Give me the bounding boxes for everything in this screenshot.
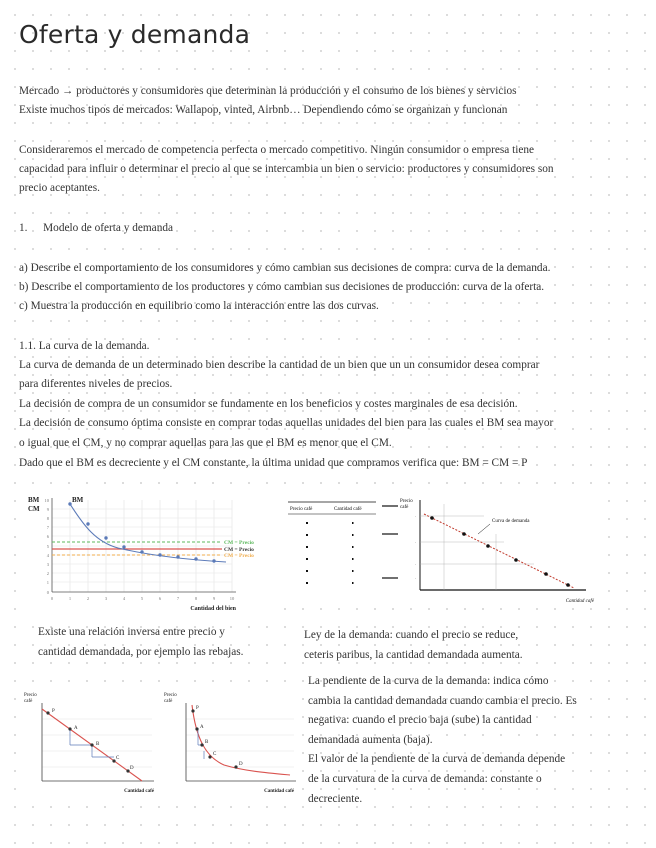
chart2-curve-label: Curva de demanda (492, 519, 530, 524)
svg-text:2: 2 (46, 571, 49, 576)
step-b: b) Describe el comportamiento de los productores y cómo cambian sus decisiones de producción: curva de la oferta. (19, 281, 545, 293)
chart4-x-label: Cantidad café (264, 789, 294, 794)
step-c: c) Muestra la producción en equilibrio como la interacción entre las dos curvas. (19, 300, 379, 312)
linear-demand-chart (22, 689, 160, 795)
pendiente-line-3: negativa: cuando el precio baja (sube) la cantidad (308, 714, 532, 727)
caption-right-line-1: Ley de la demanda: cuando el precio se reduce, (304, 629, 519, 641)
caption-left-line-2: cantidad demandada, por ejemplo las rebajas. (38, 645, 244, 658)
pendiente-line-2: cambia la cantidad demandada cuando cambia el precio. Es (308, 694, 577, 707)
svg-text:8: 8 (194, 596, 198, 601)
svg-text:4: 4 (46, 553, 49, 558)
section-1-title: Modelo de oferta y demanda (43, 222, 174, 234)
section-1-1-heading: 1.1. La curva de la demanda. (19, 340, 150, 352)
chart1-y-label-1: BM (28, 496, 40, 504)
chart3-point-d: D (130, 766, 134, 771)
svg-text:·: · (414, 562, 416, 567)
chart4-point-a: A (200, 725, 204, 730)
svg-text:9: 9 (212, 596, 216, 601)
demand-table-chart (284, 494, 598, 608)
section-1-1-line-4: La decisión de consumo óptima consiste en comprar todas aquellas unidades del bien para las cuales el BM sea mayor (19, 417, 554, 429)
chart2-x-label: Cantidad café (565, 599, 594, 604)
competencia-line-1: Consideraremos el mercado de competencia perfecta o mercado competitivo. Ningún consumidor o empresa tiene (19, 144, 535, 156)
pendiente-line-4: demandada aumenta (baja). (308, 733, 433, 746)
caption-right-line-2: ceteris paribus, la cantidad demandada aumenta. (304, 648, 523, 661)
svg-text:5: 5 (46, 544, 49, 549)
pendiente-line-1: La pendiente de la curva de la demanda: indica cómo (308, 675, 549, 687)
legend-red: CM = Precio (224, 547, 254, 553)
chart4-point-b: B (205, 740, 209, 745)
chart3-x-label: Cantidad café (124, 789, 154, 794)
chart3-point-p: P (52, 709, 55, 714)
chart1-x-label: Cantidad del bien (190, 606, 236, 612)
chart3-point-a: A (74, 726, 78, 731)
competencia-line-2: capacidad para influir o determinar el precio al que se intercambia un bien o servicio: productores y consumidores son (19, 163, 554, 175)
caption-left (38, 623, 288, 662)
section-1-1-line-2: para diferentes niveles de precios. (19, 378, 173, 390)
svg-text:7: 7 (46, 525, 49, 530)
svg-text:8: 8 (46, 516, 49, 521)
convex-demand-chart (160, 689, 302, 795)
chart3-y-label-2: café (24, 699, 33, 704)
chart4-y-label-2: café (164, 699, 173, 704)
chart3-point-b: B (96, 742, 100, 747)
intro-line-2: Existe muchos tipos de mercados: Wallapop, vinted, Airbnb… Dependiendo cómo se organizan y funcionan (19, 104, 508, 116)
pendiente-line-5: El valor de la pendiente de la curva de demanda depende (308, 753, 566, 766)
section-1-heading (19, 219, 173, 239)
pendiente-paragraph (308, 672, 648, 809)
step-a: a) Describe el comportamiento de los consumidores y cómo cambian sus decisiones de compra: curva de la demanda. (19, 262, 551, 274)
caption-left-line-1: Existe una relación inversa entre precio y (38, 626, 225, 638)
section-1-1-line-6: Dado que el BM es decreciente y el CM constante, la última unidad que compramos verifica que: BM = CM = P (19, 457, 528, 469)
chart1-y-label-2: CM (28, 505, 40, 513)
svg-text:6: 6 (158, 596, 162, 601)
bm-curve-label: BM (72, 496, 84, 504)
svg-text:0: 0 (46, 590, 49, 595)
chart2-y-label-2: café (400, 505, 409, 510)
bm-cm-chart (22, 490, 272, 614)
svg-text:1: 1 (68, 596, 72, 601)
svg-text:10: 10 (229, 596, 235, 601)
svg-text:0: 0 (50, 596, 54, 601)
chart4-y-label-1: Precio (164, 693, 177, 698)
table-header-price: Precio café (290, 507, 313, 512)
chart3-point-c: C (116, 756, 120, 761)
svg-text:3: 3 (46, 562, 49, 567)
competencia-line-3: precio aceptantes. (19, 182, 100, 194)
svg-text:2: 2 (86, 596, 90, 601)
chart4-point-d: D (239, 762, 243, 767)
svg-text:·: · (414, 514, 416, 519)
section-1-1-line-5: o igual que el CM, y no comprar aquellas para las que el BM es menor que el CM. (19, 437, 392, 449)
svg-text:·: · (414, 576, 416, 581)
chart3-y-label-1: Precio (24, 693, 37, 698)
legend-green: CM = Precio (224, 540, 254, 546)
svg-text:10: 10 (44, 498, 49, 503)
pendiente-line-6: de la curvatura de la curva de demanda: constante o (308, 772, 542, 785)
legend-orange: CM = Precio (224, 553, 254, 559)
chart4-point-c: C (213, 752, 217, 757)
svg-text:5: 5 (140, 596, 144, 601)
svg-text:3: 3 (104, 596, 108, 601)
chart2-y-label-1: Precio (400, 499, 413, 504)
svg-text:4: 4 (122, 596, 126, 601)
section-1-number: 1. (19, 222, 28, 234)
intro-line-1: Mercado → productores y consumidores que determinan la producción y el consumo de los bienes y servicios (19, 85, 517, 97)
page-title: Oferta y demanda (19, 20, 251, 49)
caption-right (304, 626, 634, 665)
table-header-quantity: Cantidad café (334, 507, 362, 512)
svg-text:·: · (414, 540, 416, 545)
svg-text:7: 7 (176, 596, 180, 601)
section-1-1-line-3: La decisión de compra de un consumidor se fundamente en los beneficios y costes marginales de esa decisión. (19, 398, 518, 410)
svg-text:6: 6 (46, 534, 49, 539)
section-1-1-line-1: La curva de demanda de un determinado bien describe la cantidad de un bien que un un consumidor desea comprar (19, 359, 540, 371)
pendiente-line-7: decreciente. (308, 792, 363, 805)
svg-text:9: 9 (46, 507, 49, 512)
svg-text:1: 1 (46, 580, 49, 585)
chart4-point-p: P (196, 706, 199, 711)
